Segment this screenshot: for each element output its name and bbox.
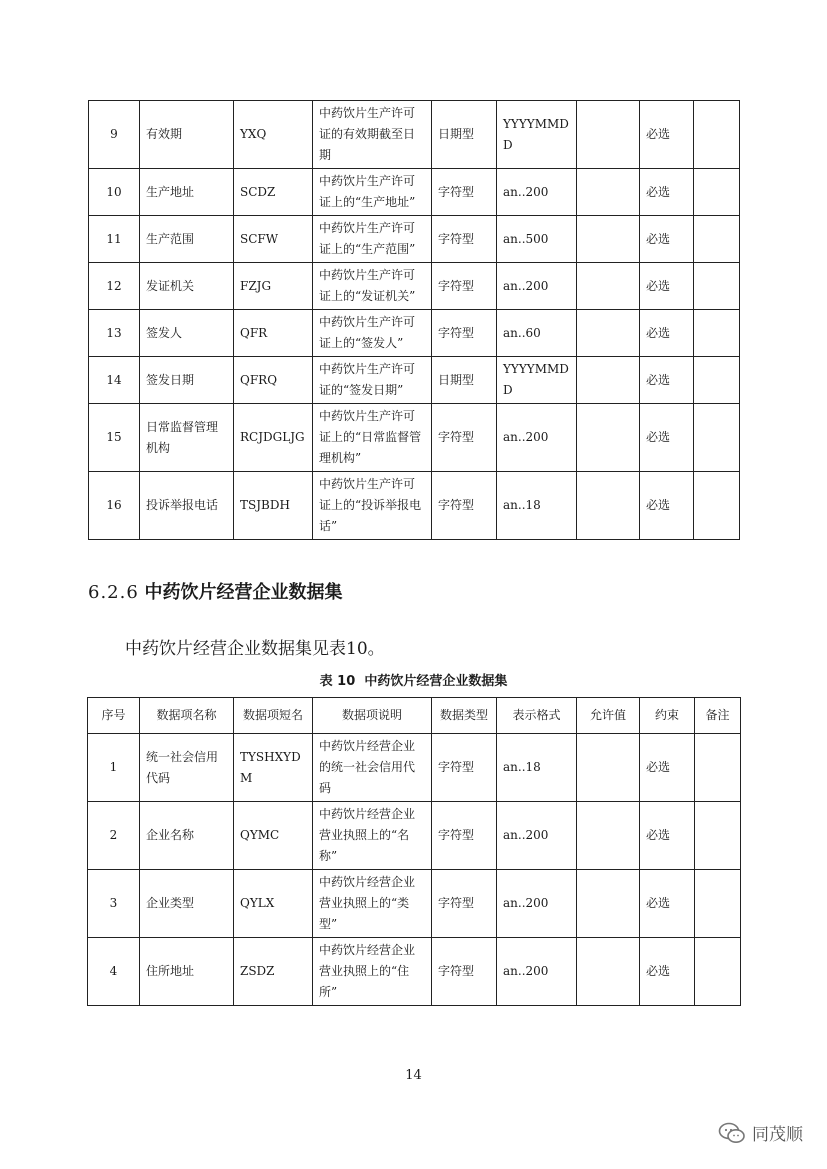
table-row — [89, 310, 740, 357]
watermark — [718, 1120, 803, 1145]
cell-constraint: 必选 — [640, 216, 694, 263]
cell-no: 11 — [89, 216, 140, 263]
cell-allowed — [577, 216, 640, 263]
cell-format: an..200 — [497, 870, 577, 938]
header-note: 备注 — [695, 698, 741, 734]
cell-desc: 中药饮片生产许可证的“签发日期” — [313, 357, 432, 404]
watermark-text: 同茂顺 — [752, 1125, 803, 1145]
table-row — [88, 938, 741, 1006]
cell-desc: 中药饮片经营企业的统一社会信用代码 — [313, 734, 432, 802]
cell-short: SCDZ — [234, 169, 313, 216]
table-row — [89, 216, 740, 263]
table-row — [88, 734, 741, 802]
cell-name: 日常监督管理机构 — [140, 404, 234, 472]
cell-short: QYMC — [234, 802, 313, 870]
cell-type: 字符型 — [432, 870, 497, 938]
cell-name: 生产范围 — [140, 216, 234, 263]
cell-short: QFRQ — [234, 357, 313, 404]
cell-format: an..18 — [497, 734, 577, 802]
cell-no: 1 — [88, 734, 140, 802]
cell-note — [695, 870, 741, 938]
cell-type: 字符型 — [432, 472, 497, 540]
table-header-row — [88, 698, 741, 734]
section-title: 中药饮片经营企业数据集 — [144, 582, 343, 603]
body-paragraph: 中药饮片经营企业数据集见表10。 — [125, 639, 385, 659]
cell-constraint: 必选 — [640, 169, 694, 216]
dataset-table-10 — [87, 697, 741, 1006]
cell-no: 10 — [89, 169, 140, 216]
cell-constraint: 必选 — [640, 802, 695, 870]
header-format: 表示格式 — [497, 698, 577, 734]
cell-format: an..200 — [497, 938, 577, 1006]
cell-desc: 中药饮片生产许可证上的“生产范围” — [313, 216, 432, 263]
section-heading — [88, 578, 343, 604]
cell-no: 15 — [89, 404, 140, 472]
cell-note — [694, 357, 740, 404]
cell-note — [694, 310, 740, 357]
cell-allowed — [577, 870, 640, 938]
cell-no: 12 — [89, 263, 140, 310]
wechat-icon — [718, 1121, 746, 1145]
cell-name: 企业名称 — [140, 802, 234, 870]
cell-desc: 中药饮片生产许可证上的“签发人” — [313, 310, 432, 357]
table-row — [89, 404, 740, 472]
page-number: 14 — [405, 1068, 422, 1083]
cell-name: 签发人 — [140, 310, 234, 357]
table-row — [89, 357, 740, 404]
cell-type: 日期型 — [432, 101, 497, 169]
header-name: 数据项名称 — [140, 698, 234, 734]
cell-format: an..500 — [497, 216, 577, 263]
cell-no: 14 — [89, 357, 140, 404]
header-type: 数据类型 — [432, 698, 497, 734]
cell-short: SCFW — [234, 216, 313, 263]
table-body — [88, 734, 741, 1006]
cell-type: 字符型 — [432, 216, 497, 263]
cell-name: 企业类型 — [140, 870, 234, 938]
cell-type: 字符型 — [432, 263, 497, 310]
cell-type: 字符型 — [432, 169, 497, 216]
cell-note — [694, 101, 740, 169]
cell-short: YXQ — [234, 101, 313, 169]
cell-short: RCJDGLJG — [234, 404, 313, 472]
cell-name: 投诉举报电话 — [140, 472, 234, 540]
cell-allowed — [577, 263, 640, 310]
cell-allowed — [577, 472, 640, 540]
cell-short: TSJBDH — [234, 472, 313, 540]
cell-note — [694, 472, 740, 540]
cell-name: 签发日期 — [140, 357, 234, 404]
cell-note — [694, 169, 740, 216]
cell-constraint: 必选 — [640, 357, 694, 404]
cell-desc: 中药饮片经营企业营业执照上的“住所” — [313, 938, 432, 1006]
cell-note — [695, 938, 741, 1006]
cell-note — [694, 263, 740, 310]
cell-constraint: 必选 — [640, 404, 694, 472]
cell-constraint: 必选 — [640, 734, 695, 802]
cell-format: an..60 — [497, 310, 577, 357]
cell-desc: 中药饮片生产许可证上的“发证机关” — [313, 263, 432, 310]
table-row — [89, 101, 740, 169]
cell-allowed — [577, 310, 640, 357]
cell-constraint: 必选 — [640, 938, 695, 1006]
cell-type: 字符型 — [432, 802, 497, 870]
cell-type: 日期型 — [432, 357, 497, 404]
cell-type: 字符型 — [432, 310, 497, 357]
cell-short: QFR — [234, 310, 313, 357]
cell-desc: 中药饮片生产许可证上的“生产地址” — [313, 169, 432, 216]
section-number: 6.2.6 — [88, 582, 139, 603]
table-row — [89, 169, 740, 216]
cell-name: 有效期 — [140, 101, 234, 169]
cell-format: an..200 — [497, 802, 577, 870]
header-constraint: 约束 — [640, 698, 695, 734]
cell-format: an..200 — [497, 404, 577, 472]
cell-no: 13 — [89, 310, 140, 357]
cell-desc: 中药饮片生产许可证上的“日常监督管理机构” — [313, 404, 432, 472]
cell-desc: 中药饮片经营企业营业执照上的“名称” — [313, 802, 432, 870]
cell-type: 字符型 — [432, 404, 497, 472]
cell-format: YYYYMMDD — [497, 101, 577, 169]
cell-constraint: 必选 — [640, 310, 694, 357]
cell-short: FZJG — [234, 263, 313, 310]
cell-name: 住所地址 — [140, 938, 234, 1006]
header-short: 数据项短名 — [234, 698, 313, 734]
cell-desc: 中药饮片生产许可证的有效期截至日期 — [313, 101, 432, 169]
cell-name: 统一社会信用代码 — [140, 734, 234, 802]
cell-no: 2 — [88, 802, 140, 870]
table-caption: 表 10 中药饮片经营企业数据集 — [319, 674, 508, 689]
cell-note — [694, 216, 740, 263]
cell-desc: 中药饮片经营企业营业执照上的“类型” — [313, 870, 432, 938]
cell-no: 16 — [89, 472, 140, 540]
table-row — [89, 263, 740, 310]
cell-constraint: 必选 — [640, 263, 694, 310]
header-no: 序号 — [88, 698, 140, 734]
cell-constraint: 必选 — [640, 870, 695, 938]
cell-allowed — [577, 101, 640, 169]
cell-constraint: 必选 — [640, 472, 694, 540]
cell-no: 9 — [89, 101, 140, 169]
cell-name: 发证机关 — [140, 263, 234, 310]
cell-note — [694, 404, 740, 472]
cell-short: TYSHXYDM — [234, 734, 313, 802]
cell-format: YYYYMMDD — [497, 357, 577, 404]
cell-type: 字符型 — [432, 734, 497, 802]
cell-constraint: 必选 — [640, 101, 694, 169]
cell-short: QYLX — [234, 870, 313, 938]
cell-desc: 中药饮片生产许可证上的“投诉举报电话” — [313, 472, 432, 540]
cell-allowed — [577, 404, 640, 472]
cell-allowed — [577, 802, 640, 870]
cell-allowed — [577, 938, 640, 1006]
cell-allowed — [577, 734, 640, 802]
table-row — [89, 472, 740, 540]
cell-format: an..200 — [497, 263, 577, 310]
cell-note — [695, 802, 741, 870]
cell-short: ZSDZ — [234, 938, 313, 1006]
cell-no: 3 — [88, 870, 140, 938]
table-row — [88, 870, 741, 938]
header-desc: 数据项说明 — [313, 698, 432, 734]
table-row — [88, 802, 741, 870]
header-allowed: 允许值 — [577, 698, 640, 734]
cell-format: an..18 — [497, 472, 577, 540]
cell-allowed — [577, 169, 640, 216]
dataset-table-continued — [88, 100, 740, 540]
cell-format: an..200 — [497, 169, 577, 216]
table-body — [89, 101, 740, 540]
cell-no: 4 — [88, 938, 140, 1006]
cell-type: 字符型 — [432, 938, 497, 1006]
cell-note — [695, 734, 741, 802]
cell-allowed — [577, 357, 640, 404]
cell-name: 生产地址 — [140, 169, 234, 216]
